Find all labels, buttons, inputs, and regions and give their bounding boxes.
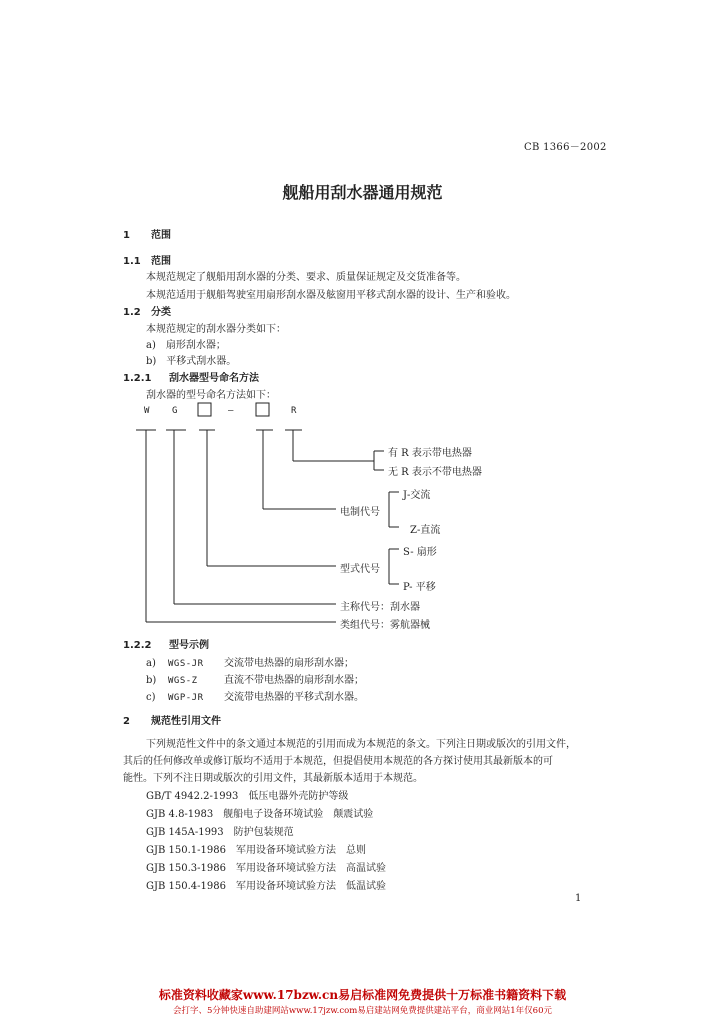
paragraph-scope-2: 本规范适用于舰船驾驶室用扇形刮水器及舷窗用平移式刮水器的设计、生产和验收。: [146, 290, 516, 301]
type-code-box: [198, 403, 211, 416]
section-number: 1.1: [123, 256, 141, 267]
section-title: 范围: [151, 230, 171, 241]
section-number: 2: [123, 716, 130, 727]
type-code-label: 型式代号: [340, 564, 380, 575]
section-number: 1.2.2: [123, 640, 152, 651]
reference-item: GJB 145A-1993 防护包装规范: [146, 827, 294, 838]
code-dash: —: [228, 406, 234, 416]
class-code-label: 类组代号：雾航器械: [340, 620, 430, 631]
example-item: c) WGP-JR 交流带电热器的平移式刮水器。: [146, 692, 364, 703]
reference-item: GJB 150.4-1986 军用设备环境试验方法 低温试验: [146, 881, 386, 892]
references-paragraph-line: 下列规范性文件中的条文通过本规范的引用而成为本规范的条文。下列注日期或版次的引用文件，: [146, 739, 576, 750]
code-letter-r: R: [291, 406, 297, 416]
reference-item: GB/T 4942.2-1993 低压电器外壳防护等级: [146, 791, 349, 802]
list-item-a: a) 扇形刮水器；: [146, 340, 226, 351]
example-item: b) WGS-Z 直流不带电热器的扇形刮水器；: [146, 675, 364, 686]
elec-code-box: [256, 403, 269, 416]
code-letter-g: G: [172, 406, 178, 416]
standard-number: CB 1366－2002: [524, 142, 607, 153]
section-title: 规范性引用文件: [151, 716, 221, 727]
paragraph-classification: 本规范规定的刮水器分类如下：: [146, 324, 286, 335]
section-title: 型号示例: [169, 640, 209, 651]
paragraph-scope-1: 本规范规定了舰船用刮水器的分类、要求、质量保证规定及交货准备等。: [146, 272, 466, 283]
elec-ac-label: J-交流: [403, 490, 431, 501]
section-number: 1.2.1: [123, 373, 152, 384]
type-translation-label: P- 平移: [403, 582, 436, 593]
paragraph-naming: 刮水器的型号命名方法如下：: [146, 390, 276, 401]
main-code-label: 主称代号：刮水器: [340, 602, 420, 613]
type-sector-label: S- 扇形: [403, 547, 437, 558]
references-paragraph-line: 能性。下列不注日期或版次的引用文件，其最新版本适用于本规范。: [123, 773, 423, 784]
footer-banner-link[interactable]: 标准资料收藏家www.17bzw.cn易启标准网免费提供十万标准书籍资料下载: [158, 988, 567, 1002]
section-1-2-2-heading: [123, 636, 209, 651]
elec-code-label: 电制代号: [340, 507, 380, 518]
r-without-heater-label: 无 R 表示不带电热器: [388, 467, 482, 478]
document-title: 舰船用刮水器通用规范: [282, 183, 443, 202]
section-title: 分类: [151, 307, 171, 318]
reference-item: GJB 150.1-1986 军用设备环境试验方法 总则: [146, 845, 366, 856]
section-title: 范围: [151, 256, 171, 267]
reference-item: GJB 150.3-1986 军用设备环境试验方法 高温试验: [146, 863, 386, 874]
code-letter-w: W: [144, 406, 150, 416]
section-title: 刮水器型号命名方法: [169, 373, 259, 384]
section-number: 1.2: [123, 307, 141, 318]
footer-sub-banner-link[interactable]: 会打字、5分钟快速自助建网站www.17jzw.com易启建站网免费提供建站平台，商业网站1年仅60元: [173, 1006, 552, 1016]
section-number: 1: [123, 230, 130, 241]
references-paragraph-line: 其后的任何修改单或修订版均不适用于本规范，但提倡使用本规范的各方探讨使用其最新版本的可: [123, 756, 553, 767]
reference-item: GJB 4.8-1983 舰船电子设备环境试验 颠震试验: [146, 809, 374, 820]
page-number: 1: [575, 893, 582, 904]
elec-dc-label: Z-直流: [410, 525, 441, 536]
r-with-heater-label: 有 R 表示带电热器: [388, 448, 472, 459]
example-item: a) WGS-JR 交流带电热器的扇形刮水器；: [146, 658, 354, 669]
list-item-b: b) 平移式刮水器。: [146, 356, 237, 367]
section-2-heading: [123, 712, 221, 727]
